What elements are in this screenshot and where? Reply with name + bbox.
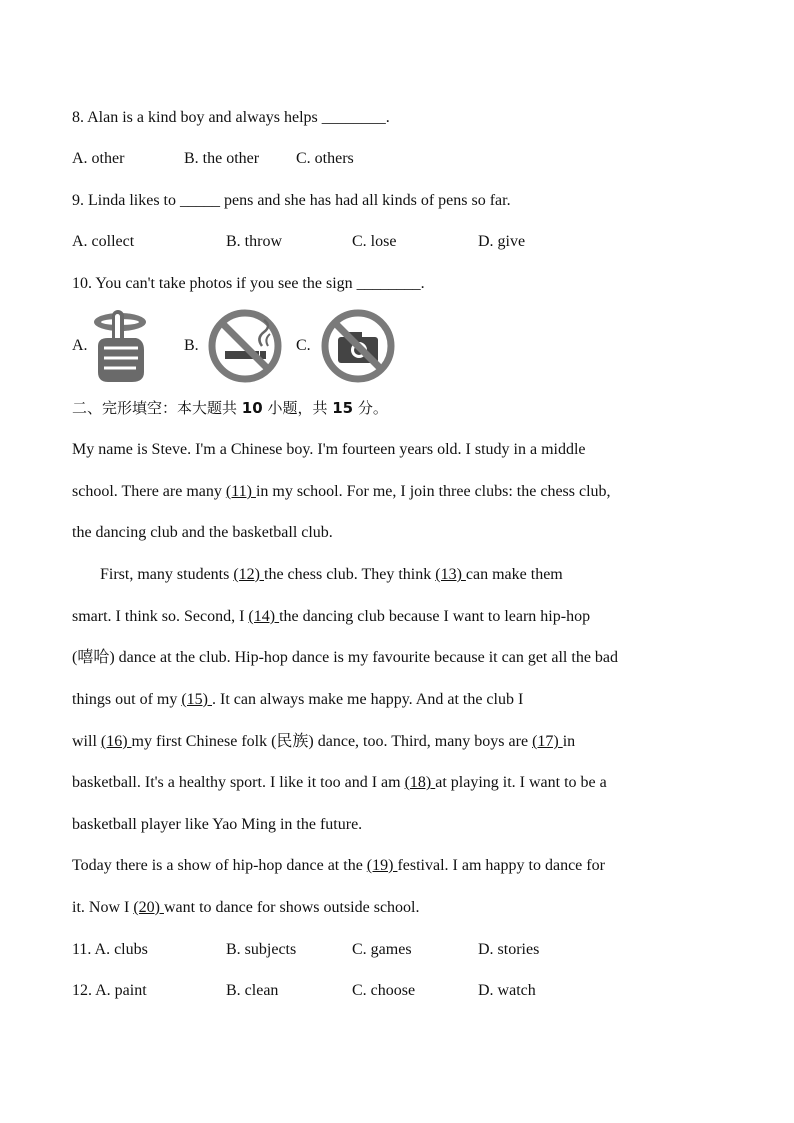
- passage-line-12: [72, 898, 420, 918]
- section-title-part1: 二、完形填空：本大题共: [72, 399, 238, 417]
- question-count: 10: [241, 399, 263, 417]
- passage-line-4: [100, 565, 563, 585]
- passage-line-5: [72, 607, 590, 627]
- text: First, many students: [100, 566, 234, 583]
- passage-line-2: [72, 482, 611, 502]
- passage-line-1: My name is Steve. I'm a Chinese boy. I'm fourteen years old. I study in a middle: [72, 441, 586, 458]
- text: can make them: [465, 566, 563, 583]
- section-title-part2: 小题，共: [267, 399, 328, 417]
- q12-option-a: 12. A. paint: [72, 982, 147, 999]
- text: basketball. It's a healthy sport. I like it too and I am: [72, 774, 405, 791]
- passage-line-11: [72, 856, 605, 876]
- blank-11[interactable]: (11): [225, 483, 256, 500]
- blank-15[interactable]: (15): [181, 691, 212, 708]
- q10-option-c: C.: [296, 337, 311, 354]
- question-10-stem: 10. You can't take photos if you see the sign ________.: [72, 275, 425, 292]
- blank-19[interactable]: (19): [366, 857, 398, 874]
- passage-line-10: basketball player like Yao Ming in the future.: [72, 816, 363, 833]
- q9-option-c: C. lose: [352, 233, 397, 250]
- text: want to dance for shows outside school.: [163, 899, 420, 916]
- q11-option-c: C. games: [352, 941, 412, 958]
- no-smoking-icon: [206, 308, 284, 384]
- q9-option-d: D. give: [478, 233, 526, 250]
- q12-option-c: C. choose: [352, 982, 416, 999]
- passage-line-9: [72, 773, 607, 793]
- blank-14[interactable]: (14): [248, 608, 280, 625]
- section-2-heading: [72, 398, 388, 418]
- passage-line-6: (嘻哈) dance at the club. Hip-hop dance is my favourite because it can get all the bad: [72, 649, 619, 666]
- passage-line-7: [72, 690, 523, 710]
- text: my first Chinese folk (民族) dance, too. Third, many boys are: [131, 733, 533, 750]
- text: Today there is a show of hip-hop dance at the: [72, 857, 367, 874]
- section-title-part3: 分。: [357, 399, 388, 417]
- q11-option-a: 11. A. clubs: [72, 941, 148, 958]
- quiet-finger-icon: [92, 308, 150, 384]
- q11-option-d: D. stories: [478, 941, 540, 958]
- q8-option-b: B. the other: [184, 150, 260, 167]
- text: school. There are many: [72, 483, 226, 500]
- text: festival. I am happy to dance for: [397, 857, 605, 874]
- text: in: [562, 733, 576, 750]
- no-photography-icon: [318, 308, 398, 384]
- q10-option-b: B.: [184, 337, 199, 354]
- text: it. Now I: [72, 899, 134, 916]
- blank-20[interactable]: (20): [133, 899, 164, 916]
- text: smart. I think so. Second, I: [72, 608, 249, 625]
- question-8-stem: 8. Alan is a kind boy and always helps ________.: [72, 109, 390, 126]
- text: at playing it. I want to be a: [435, 774, 607, 791]
- blank-13[interactable]: (13): [435, 566, 466, 583]
- blank-18[interactable]: (18): [404, 774, 436, 791]
- question-9-stem: 9. Linda likes to _____ pens and she has had all kinds of pens so far.: [72, 192, 511, 209]
- q12-option-d: D. watch: [478, 982, 536, 999]
- q12-option-b: B. clean: [226, 982, 279, 999]
- passage-line-3: the dancing club and the basketball club.: [72, 524, 333, 541]
- blank-17[interactable]: (17): [532, 733, 563, 750]
- q9-option-b: B. throw: [226, 233, 282, 250]
- q9-option-a: A. collect: [72, 233, 135, 250]
- text: will: [72, 733, 101, 750]
- q8-option-c: C. others: [296, 150, 354, 167]
- passage-line-8: [72, 732, 575, 752]
- blank-16[interactable]: (16): [100, 733, 132, 750]
- text: in my school. For me, I join three clubs: the chess club,: [255, 483, 611, 500]
- text: things out of my: [72, 691, 182, 708]
- text: the dancing club because I want to learn hip-hop: [279, 608, 591, 625]
- text: the chess club. They think: [264, 566, 436, 583]
- q10-option-a: A.: [72, 337, 88, 354]
- q11-option-b: B. subjects: [226, 941, 297, 958]
- q8-option-a: A. other: [72, 150, 125, 167]
- score-total: 15: [332, 399, 354, 417]
- blank-12[interactable]: (12): [233, 566, 264, 583]
- text: . It can always make me happy. And at the club I: [212, 691, 524, 708]
